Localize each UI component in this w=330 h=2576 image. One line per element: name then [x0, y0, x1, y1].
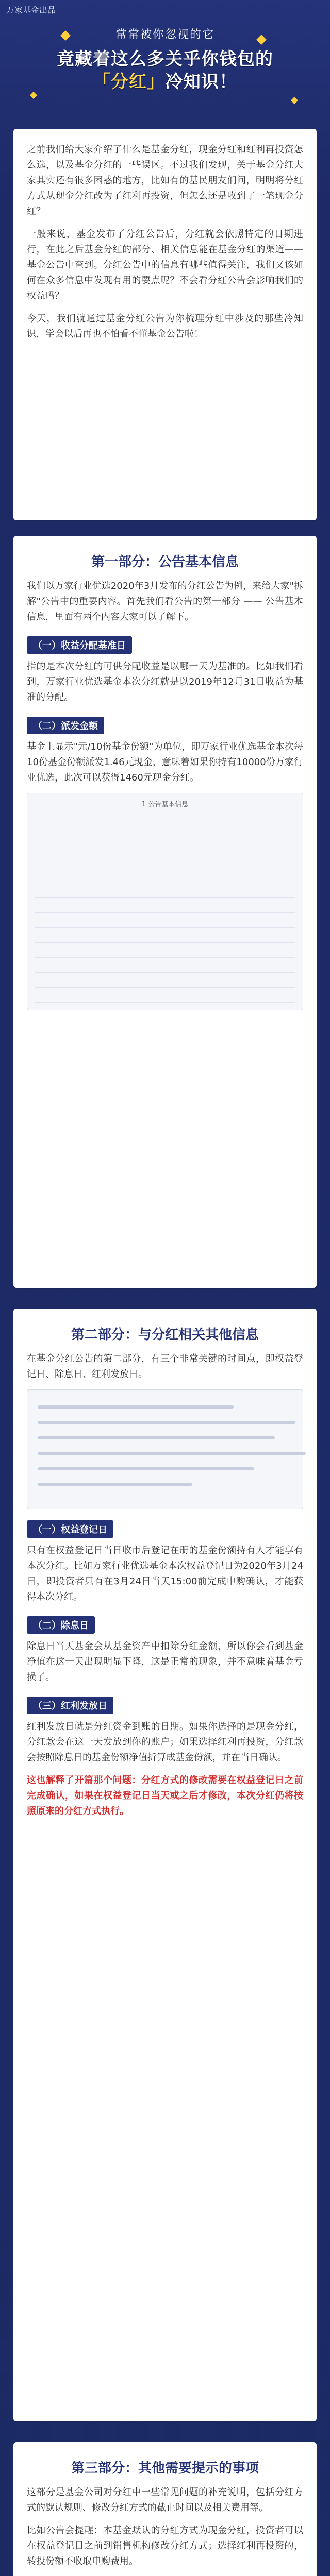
header-subtitle: 常常被你忽视的它 — [115, 28, 214, 41]
part1-card — [13, 536, 317, 1288]
header-title-line2 — [0, 71, 330, 93]
part2-tag: （一）权益登记日 — [27, 1520, 113, 1538]
intro-paragraph: 今天，我们就通过基金分红公告为你梳理分红中涉及的那些冷知识，学会以后再也不怕看不懂基金公告啦！ — [27, 313, 303, 340]
part2-title: 第二部分：与分红相关其他信息 — [71, 1327, 259, 1343]
announcement-image — [27, 1389, 303, 1509]
table-row — [35, 808, 295, 823]
announcement-table-image — [27, 793, 303, 1010]
table-row — [35, 913, 295, 928]
header-title-suffix: 冷知识！ — [165, 72, 237, 92]
part1-title: 第一部分：公告基本信息 — [91, 554, 239, 570]
table-row — [35, 883, 295, 898]
part1-paragraph: 指的是本次分红的可供分配收益是以哪一天为基准的。比如我们看到，万家行业优选基金本次分红就是以2019年12月31日收益为基准的分配。 — [27, 661, 303, 703]
part3-card — [13, 2442, 317, 2576]
doc-header: 1 公告基本信息 — [141, 801, 189, 808]
table-row — [35, 943, 295, 958]
table-row — [35, 868, 295, 883]
table-row — [35, 898, 295, 913]
part2-tag: （三）红利发放日 — [27, 1697, 113, 1714]
intro-paragraph: 一般来说，基金发布了分红公告后，分红就会依照特定的日期进行，在此之后基金分红的部分、相关信息能在基金分红的渠道——基金公告中查到。分红公告中的信息有哪些值得关注，我们又该如何在众多信息中发现有用的要点呢？不会看分红公告会影响我们的权益吗？ — [27, 229, 303, 301]
doc-line — [38, 1421, 295, 1424]
part2-paragraph: 除息日当天基金会从基金资产中扣除分红金额，所以你会看到基金净值在这一天出现明显下降，这是正常的现象，并不意味着基金亏损了。 — [27, 1641, 303, 1683]
intro-card — [13, 129, 317, 520]
intro-paragraph: 之前我们给大家介绍了什么是基金分红，现金分红和红利再投资怎么选，以及基金分红的一些误区。不过我们发现，关于基金分红大家其实还有很多困惑的地方，比如有的基民朋友们问，明明将分红方式从现金分红改为了红利再投资，但怎么还是收到了一笔现金分红？ — [27, 144, 303, 217]
brand-logo — [0, 0, 330, 21]
table-row — [35, 988, 295, 1003]
part2-paragraph: 在基金分红公告的第二部分，有三个非常关键的时间点，即权益登记日、除息日、红利发放日。 — [27, 1353, 303, 1380]
header-title-accent: 「分红」 — [93, 72, 165, 92]
header-title-line1: 竟藏着这么多关乎你钱包的 — [57, 49, 273, 70]
part2-highlight: 这也解释了开篇那个问题：分红方式的修改需要在权益登记日之前完成确认，如果在权益登记日当天或之后才修改，本次分红仍将按照原来的分红方式执行。 — [27, 1775, 303, 1817]
logo-text: 万家基金出品 — [6, 5, 56, 15]
table-row — [35, 853, 295, 868]
part3-title: 第三部分：其他需要提示的事项 — [71, 2461, 259, 2476]
doc-line — [38, 1436, 275, 1439]
part3-paragraph: 这部分是基金公司对分红中一些常见问题的补充说明，包括分红方式的默认规则、修改分红方式的截止时间以及相关费用等。 — [27, 2487, 303, 2513]
table-row — [35, 838, 295, 853]
part1-paragraph: 我们以万家行业优选2020年3月发布的分红公告为例，来给大家"拆解"公告中的重要内容。首先我们看公告的第一部分 —— 公告基本信息，里面有两个内容大家可以了解下。 — [27, 581, 303, 622]
table-row — [35, 958, 295, 973]
doc-line — [38, 1483, 192, 1486]
article-header — [0, 21, 330, 124]
table-row — [35, 973, 295, 988]
part2-card — [13, 1309, 317, 2421]
doc-line — [38, 1467, 254, 1470]
part1-tag: （二）派发金额 — [27, 717, 104, 734]
part2-paragraph: 只有在权益登记日当日收市后登记在册的基金份额持有人才能享有本次分红。比如万家行业优选基金本次权益登记日为2020年3月24日，即投资者只有在3月24日当天15:00前完成申购确认，才能获得本次分红。 — [27, 1545, 303, 1602]
table-row — [35, 823, 295, 838]
doc-line — [38, 1405, 234, 1409]
part1-tag: （一）收益分配基准日 — [27, 636, 132, 654]
table-row — [35, 928, 295, 943]
part2-tag: （二）除息日 — [27, 1616, 95, 1634]
part3-paragraph: 比如公告会提醒：本基金默认的分红方式为现金分红，投资者可以在权益登记日之前到销售机构修改分红方式；选择红利再投资的，转投份额不收取申购费用。 — [27, 2525, 303, 2567]
part1-paragraph: 基金上显示"元/10份基金份额"为单位，即万家行业优选基金本次每10份基金份额派发1.46元现金，意味着如果你持有10000份万家行业优选，此次可以获得1460元现金分红。 — [27, 741, 303, 783]
part2-paragraph: 红利发放日就是分红资金到账的日期。如果你选择的是现金分红，分红款会在这一天发放到你的账户；如果选择红利再投资，分红款会按照除息日的基金份额净值折算成基金份额，并在当日确认。 — [27, 1721, 303, 1763]
header-title — [0, 48, 330, 93]
doc-line — [38, 1452, 306, 1455]
